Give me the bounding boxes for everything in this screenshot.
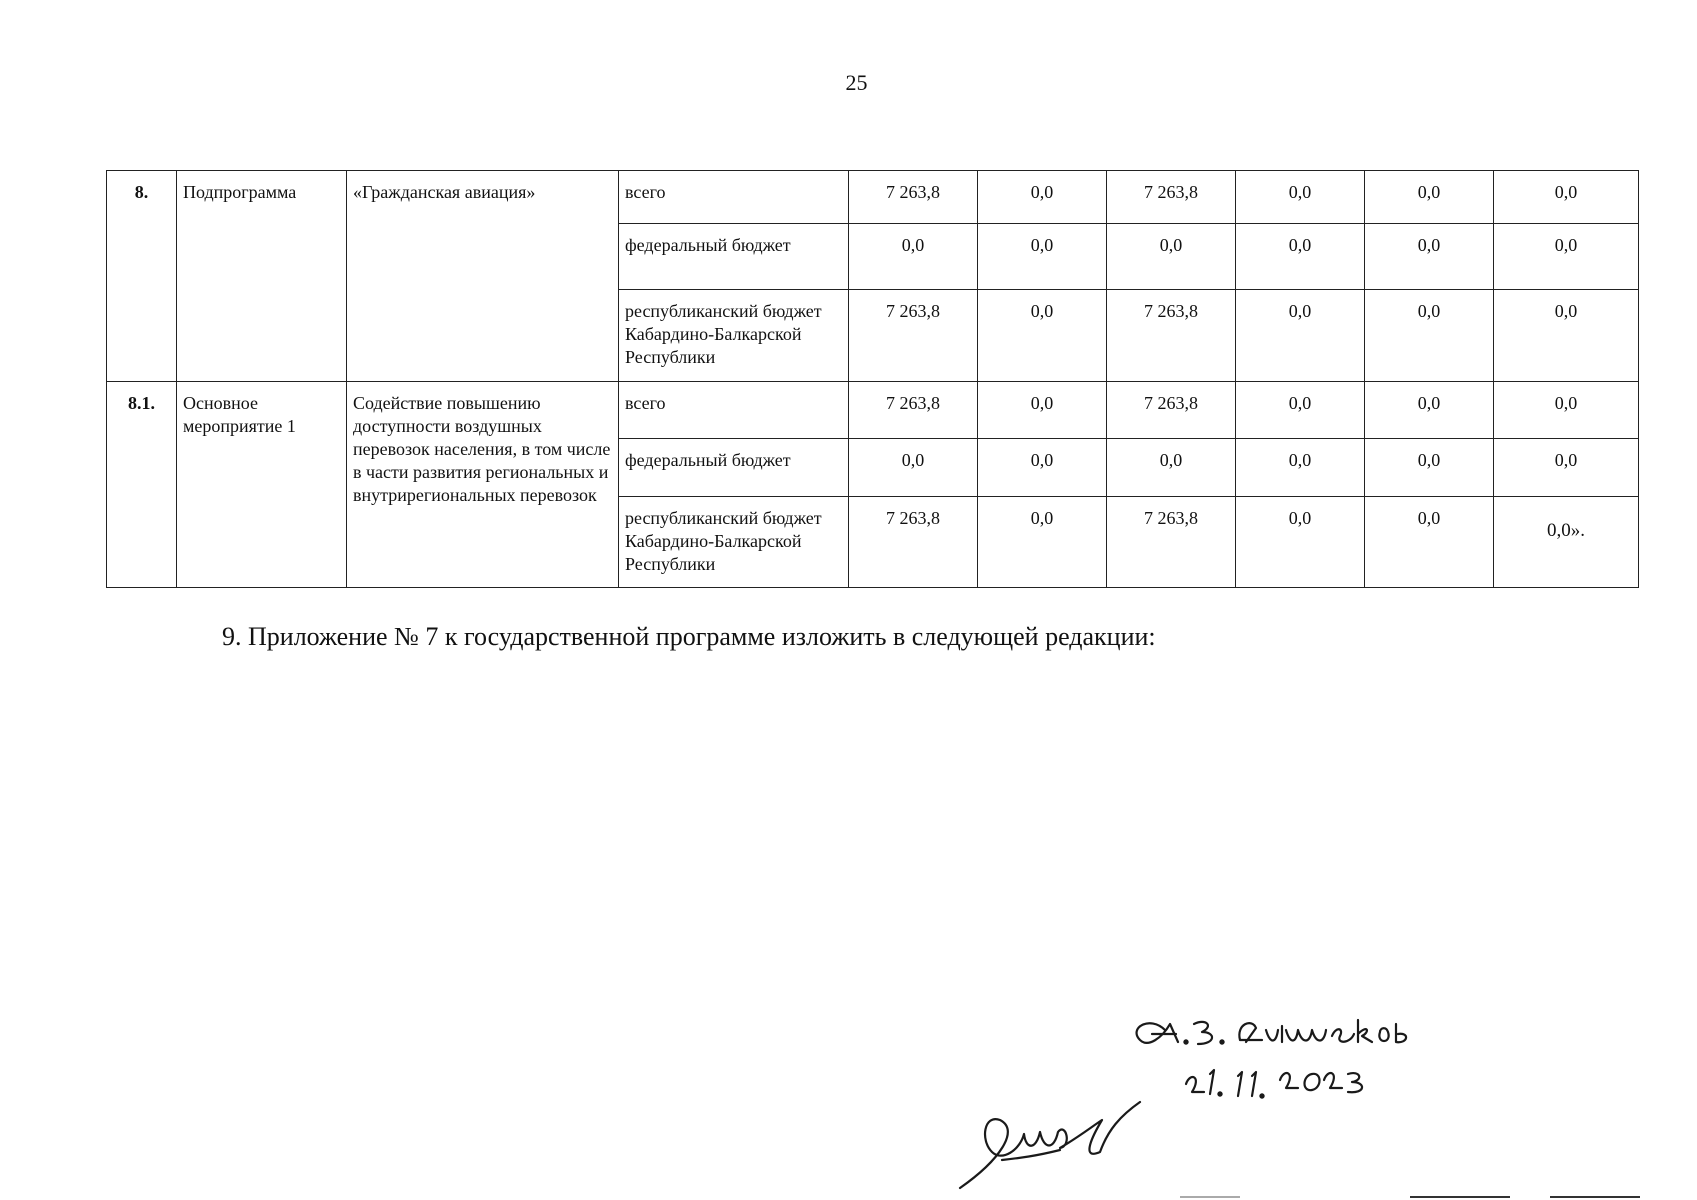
value-cell: 0,0 bbox=[1494, 171, 1639, 224]
value-cell: 0,0 bbox=[1236, 382, 1365, 439]
row-number: 8. bbox=[107, 171, 177, 382]
row-name: «Гражданская авиация» bbox=[347, 171, 619, 382]
value-cell: 7 263,8 bbox=[1107, 290, 1236, 382]
value-cell: 0,0 bbox=[849, 439, 978, 497]
row-number: 8.1. bbox=[107, 382, 177, 588]
value-cell: 0,0 bbox=[1236, 224, 1365, 290]
value-cell: 0,0». bbox=[1494, 497, 1639, 588]
table-row bbox=[107, 382, 1639, 439]
handwritten-signature bbox=[940, 1010, 1440, 1200]
value-cell: 0,0 bbox=[1107, 439, 1236, 497]
value-cell: 0,0 bbox=[1365, 224, 1494, 290]
value-cell: 0,0 bbox=[978, 497, 1107, 588]
source-label: федеральный бюджет bbox=[619, 439, 849, 497]
value-cell: 0,0 bbox=[1365, 497, 1494, 588]
value-cell: 7 263,8 bbox=[1107, 382, 1236, 439]
value-cell: 7 263,8 bbox=[849, 382, 978, 439]
row-name: Содействие повышению доступности воздушных перевозок населения, в том числе в части развития региональных и внутрирегиональных перевозок bbox=[347, 382, 619, 588]
value-cell: 0,0 bbox=[1494, 439, 1639, 497]
budget-table bbox=[106, 170, 1639, 588]
value-cell: 7 263,8 bbox=[849, 171, 978, 224]
value-cell: 7 263,8 bbox=[849, 290, 978, 382]
source-label: федеральный бюджет bbox=[619, 224, 849, 290]
value-cell: 0,0 bbox=[978, 382, 1107, 439]
value-cell: 0,0 bbox=[1236, 439, 1365, 497]
table-row bbox=[107, 171, 1639, 224]
value-cell: 0,0 bbox=[978, 439, 1107, 497]
value-cell: 0,0 bbox=[1494, 224, 1639, 290]
value-cell: 0,0 bbox=[1494, 290, 1639, 382]
value-cell: 0,0 bbox=[1365, 439, 1494, 497]
value-cell: 0,0 bbox=[1365, 382, 1494, 439]
page-number: 25 bbox=[845, 70, 868, 95]
paragraph-text: 9. Приложение № 7 к государственной программе изложить в следующей редакции: bbox=[222, 622, 1156, 651]
value-cell: 0,0 bbox=[1236, 497, 1365, 588]
row-type: Основное мероприятие 1 bbox=[177, 382, 347, 588]
value-cell: 7 263,8 bbox=[1107, 497, 1236, 588]
value-cell: 0,0 bbox=[978, 290, 1107, 382]
source-label: всего bbox=[619, 382, 849, 439]
value-cell: 0,0 bbox=[1236, 171, 1365, 224]
value-cell: 7 263,8 bbox=[1107, 171, 1236, 224]
value-cell: 7 263,8 bbox=[849, 497, 978, 588]
source-label: всего bbox=[619, 171, 849, 224]
value-cell: 0,0 bbox=[1365, 290, 1494, 382]
value-cell: 0,0 bbox=[1365, 171, 1494, 224]
value-cell: 0,0 bbox=[1494, 382, 1639, 439]
row-type: Подпрограмма bbox=[177, 171, 347, 382]
value-cell: 0,0 bbox=[978, 224, 1107, 290]
source-label: республиканский бюджет Кабардино-Балкарской Республики bbox=[619, 290, 849, 382]
value-cell: 0,0 bbox=[849, 224, 978, 290]
source-label: республиканский бюджет Кабардино-Балкарской Республики bbox=[619, 497, 849, 588]
bottom-edge-marks bbox=[1180, 1194, 1650, 1200]
value-cell: 0,0 bbox=[978, 171, 1107, 224]
value-cell: 0,0 bbox=[1236, 290, 1365, 382]
value-cell: 0,0 bbox=[1107, 224, 1236, 290]
